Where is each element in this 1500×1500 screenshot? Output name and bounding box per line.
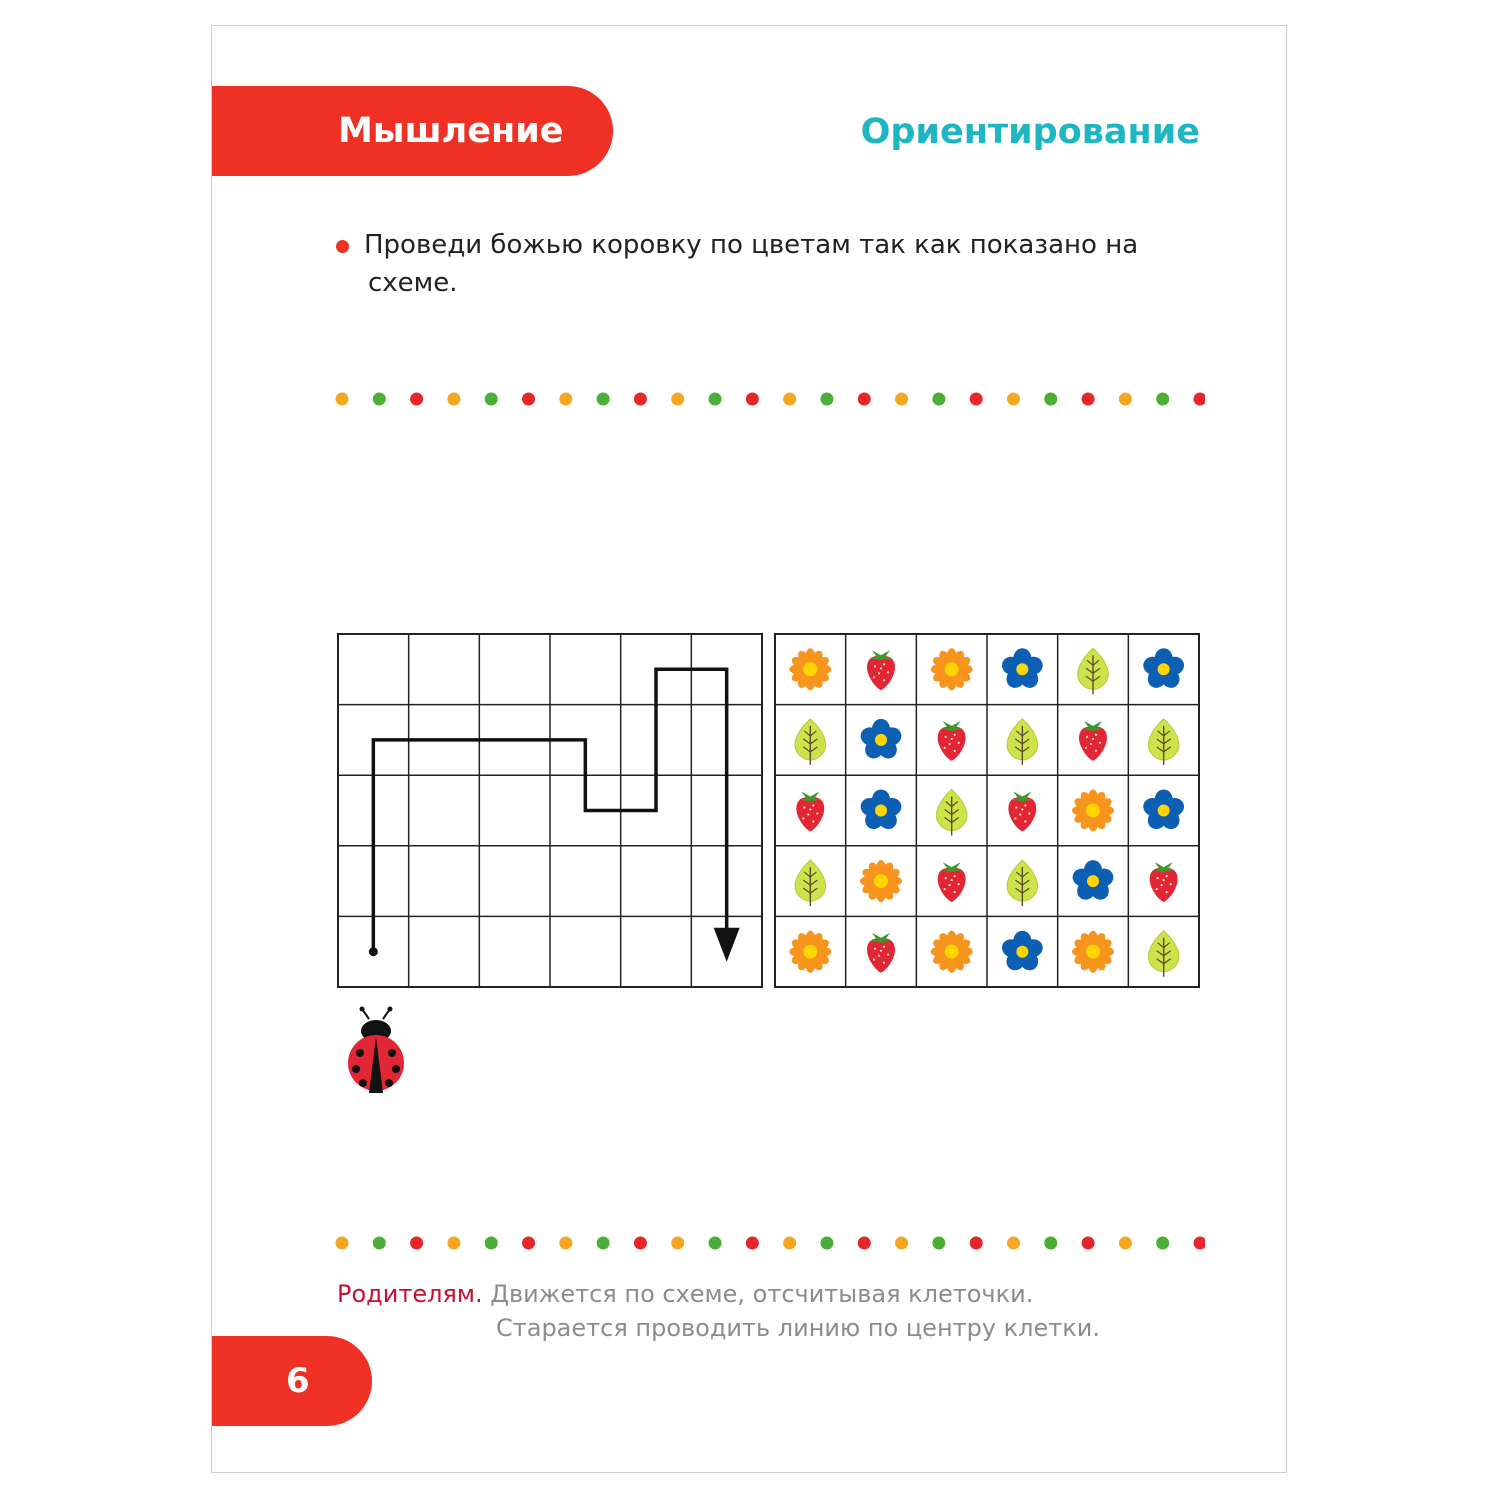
dot-icon <box>820 1237 833 1250</box>
dot-icon <box>369 947 378 956</box>
task-text: Проведи божью коровку по цветам так как показано на <box>364 230 1139 260</box>
dot-icon <box>410 1237 423 1250</box>
orange-flower-icon <box>931 931 973 973</box>
dot-icon <box>783 1237 796 1250</box>
dot-icon <box>373 1237 386 1250</box>
strawberry-icon <box>1079 721 1107 761</box>
orange-flower-icon <box>1072 931 1114 973</box>
dot-icon <box>932 1237 945 1250</box>
blue-flower-icon <box>1000 931 1046 974</box>
strawberry-icon <box>938 862 966 902</box>
dot-icon <box>634 1237 647 1250</box>
dot-divider-bottom <box>335 1235 1205 1251</box>
strawberry-icon <box>938 721 966 761</box>
leaf-icon <box>1148 931 1178 977</box>
ladybug-icon <box>345 1005 407 1097</box>
picture-grid <box>775 634 1199 987</box>
leaf-icon <box>1007 860 1037 906</box>
orange-flower-icon <box>860 860 902 902</box>
scheme-path <box>369 669 740 961</box>
dot-icon <box>970 1237 983 1250</box>
strawberry-icon <box>1008 792 1036 832</box>
dot-icon <box>746 1237 759 1250</box>
dot-icon <box>1082 1237 1095 1250</box>
orange-flower-icon <box>931 648 973 690</box>
strawberry-icon <box>796 792 824 832</box>
dot-icon <box>858 1237 871 1250</box>
parents-note-line1: Движется по схеме, отсчитывая клеточки. <box>490 1280 1034 1308</box>
orange-flower-icon <box>789 648 831 690</box>
dot-icon <box>1194 1237 1206 1250</box>
blue-flower-icon <box>858 719 904 762</box>
topic-title: Ориентирование <box>860 112 1200 152</box>
section-title: Мышление <box>338 111 564 151</box>
leaf-icon <box>1148 719 1178 765</box>
strawberry-icon <box>867 933 895 973</box>
dot-icon <box>895 1237 908 1250</box>
dot-icon <box>597 1237 610 1250</box>
orange-flower-icon <box>1072 790 1114 832</box>
dot-icon <box>447 1237 460 1250</box>
scheme-grid <box>338 634 762 987</box>
leaf-icon <box>795 860 825 906</box>
page-number-tab <box>212 1336 372 1426</box>
arrow-down-icon <box>714 928 740 962</box>
page-number: 6 <box>286 1361 310 1401</box>
dot-icon <box>336 1237 349 1250</box>
leaf-icon <box>1078 648 1108 694</box>
dot-icon <box>1007 1237 1020 1250</box>
blue-flower-icon <box>1141 648 1187 691</box>
leaf-icon <box>795 719 825 765</box>
dot-row <box>335 1235 1205 1251</box>
dot-icon <box>559 1237 572 1250</box>
dot-icon <box>485 1237 498 1250</box>
leaf-icon <box>936 790 966 836</box>
dot-icon <box>709 1237 722 1250</box>
orange-flower-icon <box>789 931 831 973</box>
parents-note <box>337 1278 1033 1310</box>
blue-flower-icon <box>1141 790 1187 833</box>
blue-flower-icon <box>1000 648 1046 691</box>
dot-icon <box>671 1237 684 1250</box>
strawberry-icon <box>867 650 895 690</box>
leaf-icon <box>1007 719 1037 765</box>
parents-note-line2: Старается проводить линию по центру клетки. <box>496 1314 1100 1342</box>
dot-icon <box>522 1237 535 1250</box>
blue-flower-icon <box>1070 860 1116 903</box>
dot-icon <box>1156 1237 1169 1250</box>
parents-label: Родителям. <box>337 1280 483 1308</box>
dot-icon <box>1119 1237 1132 1250</box>
strawberry-icon <box>1150 862 1178 902</box>
blue-flower-icon <box>858 790 904 833</box>
dot-icon <box>1044 1237 1057 1250</box>
task-text-continued: схеме. <box>368 268 458 298</box>
